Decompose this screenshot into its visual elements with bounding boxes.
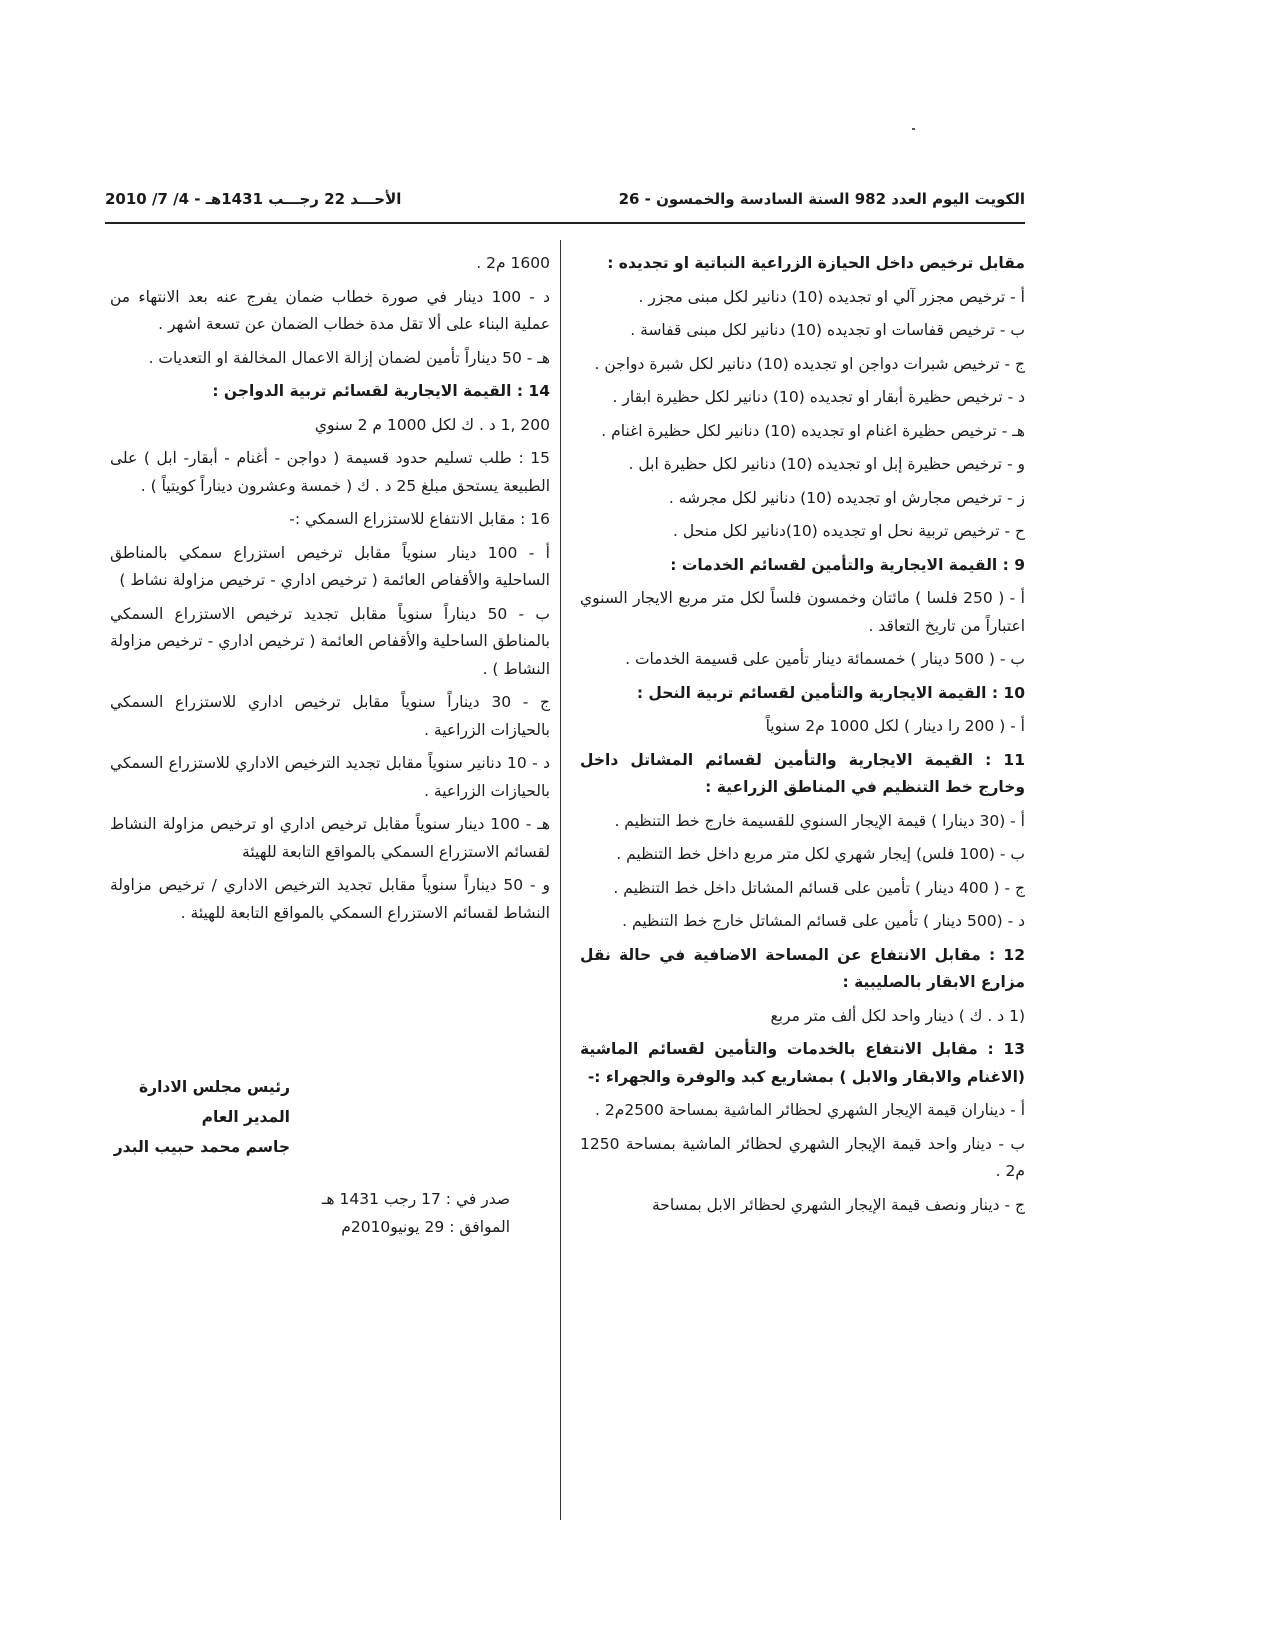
column-divider — [560, 240, 561, 1520]
clause-paragraph: و - 50 ديناراً سنوياً مقابل تجديد الترخيص الاداري / ترخيص مزاولة النشاط لقسائم الاستزراع السمكي بالمواقع التابعة للهيئة . — [110, 876, 550, 922]
clause-paragraph: أ - ( 200 را دينار ) لكل 1000 م2 سنوياً — [765, 717, 1025, 735]
section-heading: 12 : مقابل الانتفاع عن المساحة الاضافية في حالة نقل مزارع الابقار بالصليبية : — [580, 945, 1025, 991]
clause-paragraph: د - 10 دنانير سنوياً مقابل تجديد الترخيص الاداري للاستزراع السمكي بالحيازات الزراعية . — [110, 754, 550, 800]
clause-paragraph: د - 100 دينار في صورة خطاب ضمان يفرج عنه بعد الانتهاء من عملية البناء على ألا تقل مدة خطاب الضمان عن تسعة اشهر . — [110, 287, 550, 333]
clause-paragraph: ب - ( 500 دينار ) خمسمائة دينار تأمين على قسيمة الخدمات . — [625, 650, 1025, 668]
section-heading: مقابل ترخيص داخل الحيازة الزراعية النباتية او تجديده : — [607, 254, 1025, 272]
clause-paragraph: د - (500 دينار ) تأمين على قسائم المشاتل خارج خط التنظيم . — [622, 912, 1025, 930]
clause-paragraph: أ - ترخيص مجزر آلي او تجديده (10) دنانير لكل مبنى مجزر . — [638, 287, 1025, 306]
clause-paragraph: 15 : طلب تسليم حدود قسيمة ( دواجن - أغنام - أبقار- ابل ) على الطبيعة يستحق مبلغ 25 د . ك ( خمسة وعشرون ديناراً كويتياً ) . — [110, 449, 550, 495]
section-heading: 9 : القيمة الايجارية والتأمين لقسائم الخدمات : — [670, 555, 1025, 574]
clause-paragraph: ب - (100 فلس) إيجار شهري لكل متر مربع داخل خط التنظيم . — [616, 845, 1025, 863]
clause-paragraph: (1 د . ك ) دينار واحد لكل ألف متر مربع — [770, 1006, 1025, 1025]
section-heading: 11 : القيمة الايجارية والتأمين لقسائم المشاتل داخل وخارج خط التنظيم في المناطق الزراعية : — [580, 750, 1025, 796]
clause-paragraph: ب - ترخيص قفاسات او تجديده (10) دنانير لكل مبنى قفاسة . — [630, 321, 1025, 339]
left-column — [110, 250, 550, 927]
clause-paragraph: 1600 م2 . — [476, 254, 550, 272]
clause-paragraph: هـ - ترخيص حظيرة اغنام او تجديده (10) دنانير لكل حظيرة اغنام . — [601, 421, 1025, 440]
clause-paragraph: د - ترخيص حظيرة أبقار او تجديده (10) دنانير لكل حظيرة ابقار . — [612, 388, 1025, 406]
clause-paragraph: ج - ترخيص شبرات دواجن او تجديده (10) دنانير لكل شبرة دواجن . — [594, 354, 1025, 373]
clause-paragraph: ج - 30 ديناراً سنوياً مقابل ترخيص اداري للاستزراع السمكي بالحيازات الزراعية . — [110, 693, 551, 739]
section-heading: 13 : مقابل الانتفاع بالخدمات والتأمين لقسائم الماشية (الاغنام والابقار والابل ) بمشاريع كبد والوفرة والجهراء :- — [580, 1040, 1025, 1086]
clause-paragraph: أ - 100 دينار سنوياً مقابل ترخيص استزراع سمكي بالمناطق الساحلية والأقفاص العائمة ( ترخيص اداري - ترخيص مزاولة نشاط ) — [110, 543, 550, 589]
clause-paragraph: أ - (30 دينارا ) قيمة الإيجار السنوي للقسيمة خارج خط التنظيم . — [614, 811, 1025, 830]
clause-paragraph: ج - دينار ونصف قيمة الإيجار الشهري لحظائر الابل بمساحة — [652, 1195, 1025, 1214]
section-heading: 10 : القيمة الايجارية والتأمين لقسائم تربية النحل : — [636, 683, 1025, 702]
scan-speck — [912, 128, 915, 130]
clause-paragraph: أ - ( 250 فلسا ) مائتان وخمسون فلساً لكل متر مربع الايجار السنوي اعتباراً من تاريخ التعاقد . — [580, 589, 1025, 635]
issued-hijri-date: صدر في : 17 رجب 1431 هـ — [321, 1190, 510, 1208]
header-date: الأحـــد 22 رجـــب 1431هـ - 4/ 7/ 2010 — [105, 190, 402, 208]
signature-name: جاسم محمد حبيب البدر — [113, 1138, 290, 1156]
clause-paragraph: هـ - 50 ديناراً تأمين لضمان إزالة الاعمال المخالفة او التعديات . — [148, 348, 550, 367]
header-divider — [105, 222, 1025, 224]
issued-gregorian-date: الموافق : 29 يونيو2010م — [341, 1218, 510, 1236]
clause-paragraph: ز - ترخيص مجارش او تجديده (10) دنانير لكل مجرشه . — [668, 488, 1025, 507]
right-column — [580, 250, 1025, 1219]
signature-block — [110, 1072, 290, 1162]
clause-paragraph: 16 : مقابل الانتفاع للاستزراع السمكي :- — [289, 510, 550, 528]
clause-paragraph: هـ - 100 دينار سنوياً مقابل ترخيص اداري او ترخيص مزاولة النشاط لقسائم الاستزراع السمكي بالمواقع التابعة للهيئة — [110, 815, 550, 861]
clause-paragraph: ب - 50 ديناراً سنوياً مقابل تجديد ترخيص الاستزراع السمكي بالمناطق الساحلية والأقفاص العائمة ( ترخيص اداري - ترخيص مزاولة النشاط ) . — [110, 604, 550, 678]
section-heading: 14 : القيمة الايجارية لقسائم تربية الدواجن : — [212, 382, 550, 400]
clause-paragraph: و - ترخيص حظيرة إبل او تجديده (10) دنانير لكل حظيرة ابل . — [628, 455, 1025, 473]
signature-title: رئيس مجلس الادارة — [139, 1078, 290, 1096]
running-header — [105, 190, 1025, 218]
clause-paragraph: 200 ,1 د . ك لكل 1000 م 2 سنوي — [314, 415, 550, 434]
clause-paragraph: ج - ( 400 دينار ) تأمين على قسائم المشاتل داخل خط التنظيم . — [613, 878, 1025, 897]
header-issue-info: الكويت اليوم العدد 982 السنة السادسة والخمسون - 26 — [618, 190, 1025, 208]
signature-role: المدير العام — [201, 1108, 290, 1126]
clause-paragraph: ح - ترخيص تربية نحل او تجديده (10)دنانير لكل منحل . — [672, 522, 1025, 540]
clause-paragraph: أ - ديناران قيمة الإيجار الشهري لحظائر الماشية بمساحة 2500م2 . — [595, 1101, 1025, 1119]
clause-paragraph: ب - دينار واحد قيمة الإيجار الشهري لحظائر الماشية بمساحة 1250 م2 . — [580, 1134, 1025, 1180]
issue-date-block — [290, 1185, 510, 1241]
